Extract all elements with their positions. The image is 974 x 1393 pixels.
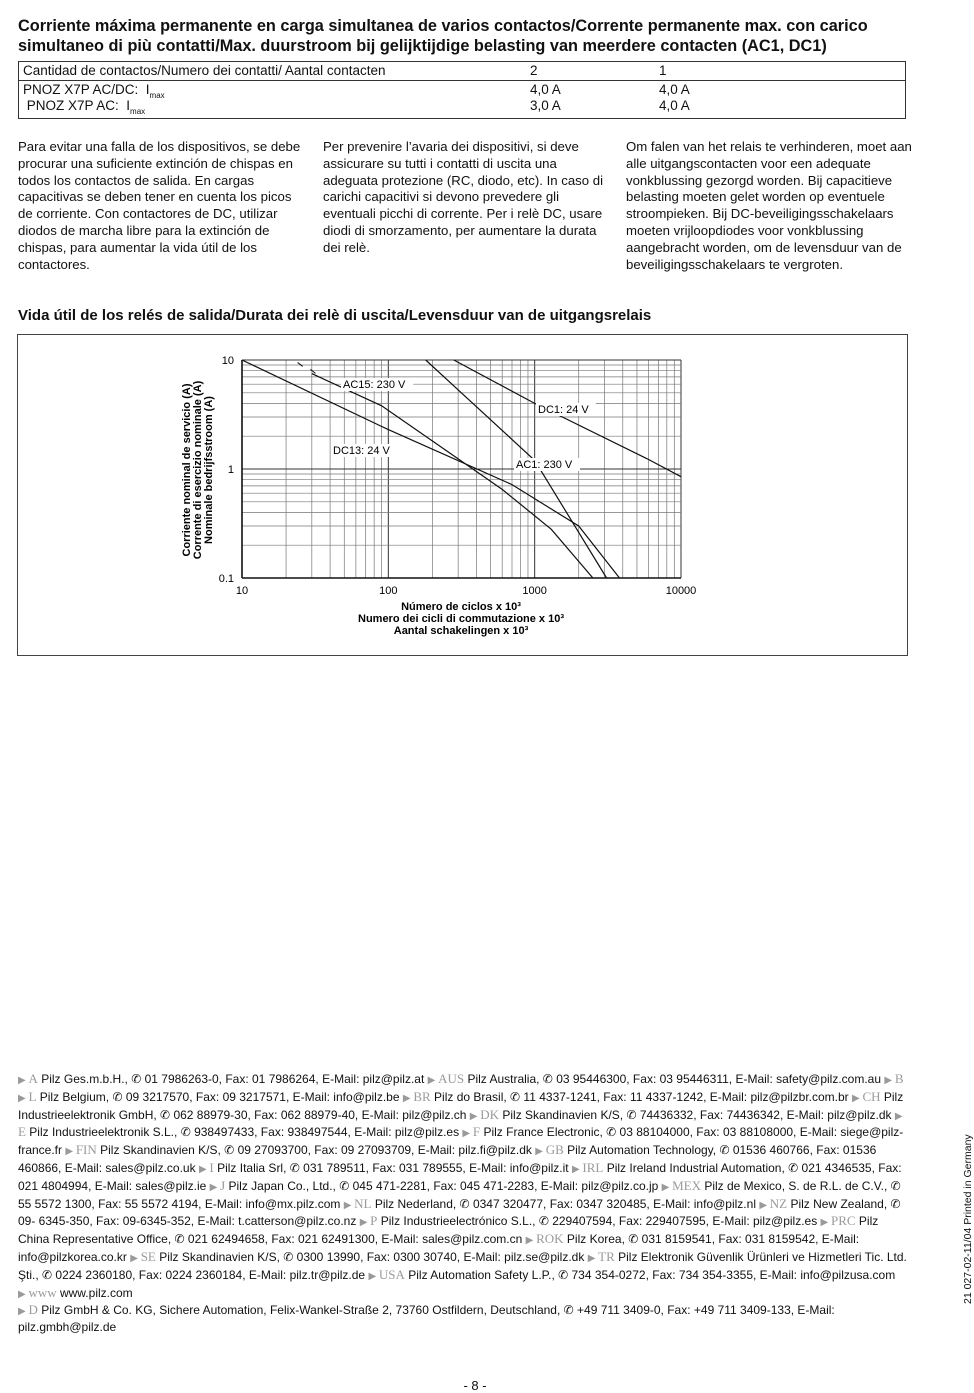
relay-life-chart	[18, 335, 907, 655]
arrow-icon: ▶	[359, 1217, 371, 1229]
x-axis-label: Aantal schakelingen x 10³	[393, 625, 529, 637]
contact-text: Pilz Ges.m.b.H., ✆ 01 7986263-0, Fax: 01 7986264, E-Mail: pilz@pilz.at	[37, 1072, 428, 1086]
country-code: GB	[545, 1142, 564, 1158]
chart-container	[17, 334, 908, 656]
country-code: FIN	[75, 1142, 97, 1158]
arrow-icon: ▶	[65, 1146, 76, 1158]
country-code: A	[28, 1071, 38, 1086]
paragraph-nl: Om falen van het relais te verhinderen, moet aan alle uitgangscontacten voor een adequate vonkblussing gezorgd worden. Bij capacitieve belasting moeten gelet worden op eventuele stroompieken. Bij DC-beveiligingsschakelaars moeten vrijloopdiodes voor vonkblussing aangebracht worden, om de levensduur van de beveiligingsschakelaars te vergroten.	[626, 139, 912, 272]
contact-list	[18, 1071, 908, 1285]
contact-entry	[470, 1108, 895, 1122]
x-axis-label: Numero dei cicli di commutazione x 10³	[358, 613, 564, 625]
footer-contacts	[18, 1071, 908, 1336]
contact-entry	[428, 1072, 885, 1086]
contact-entry	[18, 1286, 133, 1300]
y-tick-label: 0.1	[218, 573, 234, 585]
contact-text: Pilz Industrieelectrónico S.L., ✆ 229407594, Fax: 229407595, E-Mail: pilz@pilz.es	[377, 1214, 821, 1229]
contact-text: Pilz Nederland, ✆ 0347 320477, Fax: 0347 320485, E-Mail: info@pilz.nl	[371, 1196, 760, 1211]
headquarters-line	[18, 1302, 908, 1336]
country-code: USA	[378, 1266, 405, 1282]
arrow-icon: ▶	[343, 1199, 355, 1211]
country-code: IRL	[582, 1159, 604, 1175]
arrow-icon: ▶	[18, 1288, 29, 1300]
contact-text: Pilz Industrieelektronik GmbH, ✆ 062 88979-30, Fax: 062 88979-40, E-Mail: pilz@pilz.ch	[18, 1089, 904, 1122]
contact-text: Pilz Ireland Industrial Automation, ✆ 021 4346535, Fax: 021 4804994, E-Mail: sales@pilz.ie	[18, 1160, 902, 1193]
x-tick-label: 10000	[665, 585, 697, 597]
x-tick-label: 1000	[522, 585, 547, 597]
contact-text: Pilz Skandinavien K/S, ✆ 0300 13990, Fax: 0300 30740, E-Mail: pilz.se@pilz.dk	[155, 1249, 588, 1264]
x-tick-label: 100	[379, 585, 398, 597]
series-label: AC1: 230 V	[516, 459, 573, 471]
country-code: BR	[413, 1088, 431, 1104]
arrow-icon: ▶	[427, 1075, 439, 1086]
arrow-icon: ▶	[462, 1128, 473, 1140]
contact-entry	[18, 1303, 835, 1334]
contact-text: Pilz France Electronic, ✆ 03 88104000, Fax: 03 88108000, E-Mail: siege@pilz-france.fr	[18, 1125, 904, 1158]
contact-text: Pilz Automation Safety L.P., ✆ 734 354-0272, Fax: 734 354-3355, E-Mail: info@pilzusa.com	[404, 1267, 896, 1282]
contact-text: Pilz Skandinavien K/S, ✆ 09 27093700, Fax: 09 27093709, E-Mail: pilz.fi@pilz.dk	[96, 1143, 536, 1158]
page-number: - 8 -	[463, 1378, 487, 1393]
arrow-icon: ▶	[820, 1217, 832, 1229]
contact-text: Pilz do Brasil, ✆ 11 4337-1241, Fax: 11 4337-1242, E-Mail: pilz@pilzbr.com.br	[430, 1089, 853, 1104]
arrow-icon: ▶	[571, 1163, 583, 1175]
row-label: PNOZ X7P AC: I	[23, 98, 131, 113]
country-code: CH	[862, 1088, 881, 1104]
contact-text: Pilz de Mexico, S. de R.L. de C.V., ✆ 55 5572 1300, Fax: 55 5572 4194, E-Mail: info@mx.pilz.com	[18, 1178, 901, 1211]
series-dash	[298, 362, 303, 366]
arrow-icon: ▶	[587, 1252, 599, 1264]
series-label: DC13: 24 V	[333, 445, 390, 457]
row-label-sub: max	[149, 91, 165, 100]
x-tick-label: 10	[235, 585, 249, 597]
x-axis-label: Número de ciclos x 10³	[401, 601, 521, 613]
arrow-icon: ▶	[402, 1092, 414, 1104]
page-title: Corriente máxima permanente en carga simultanea de varios contactos/Corrente permanente max. con carico simultaneo di più contatti/Max. duurstroom bij gelijktijdige belasting van meerdere contacten (AC1, DC1)	[18, 17, 868, 55]
country-code: L	[28, 1088, 37, 1104]
table-header-label: Cantidad de contactos/Numero dei contatti/ Aantal contacten	[23, 63, 386, 78]
row-label: PNOZ X7P AC/DC: I	[23, 82, 150, 97]
y-tick-label: 1	[227, 464, 234, 476]
contact-entry	[130, 1250, 587, 1264]
country-code: AUS	[438, 1071, 465, 1086]
y-axis-label: Nominale bedrijfsstroom (A)	[203, 396, 215, 544]
arrow-icon: ▶	[18, 1092, 29, 1104]
contact-entry	[65, 1143, 535, 1157]
paragraph-it: Per prevenire l’avaria dei dispositivi, si deve assicurare su tutti i contatti di uscita una adeguata protezione (RC, diodo, etc). In caso di carichi capacitivi si devono prevedere gli eventuali picchi di corrente. Per i relè DC, usare diodi di smorzamento, per aumentare la durata dei relè.	[323, 139, 604, 255]
country-code: P	[370, 1213, 378, 1229]
country-code: D	[28, 1302, 38, 1318]
print-note: 21 027-02-11/04 Printed in Germany	[962, 1134, 974, 1304]
contact-entry	[884, 1072, 903, 1086]
contact-text: Pilz China Representative Office, ✆ 021 62494658, Fax: 021 62491300, E-Mail: sales@pilz.com.cn	[18, 1214, 879, 1247]
country-code: www	[28, 1284, 57, 1300]
country-code: TR	[598, 1248, 615, 1264]
country-code: J	[220, 1177, 226, 1193]
contact-text: Pilz Australia, ✆ 03 95446300, Fax: 03 95446311, E-Mail: safety@pilz.com.au	[464, 1072, 885, 1086]
row-label-sub: max	[130, 107, 146, 116]
arrow-icon: ▶	[852, 1092, 863, 1104]
contact-current-table	[18, 61, 906, 119]
country-code: NL	[354, 1195, 372, 1211]
contact-text: Pilz Industrieelektronik S.L., ✆ 938497433, Fax: 938497544, E-Mail: pilz@pilz.es	[25, 1125, 463, 1140]
contact-entry	[18, 1090, 403, 1104]
contact-text: Pilz Skandinavien K/S, ✆ 74436332, Fax: 74436342, E-Mail: pilz@pilz.dk	[499, 1107, 895, 1122]
contact-text: Pilz GmbH & Co. KG, Sichere Automation, Felix-Wankel-Straße 2, 73760 Ostfildern, Deutschland, ✆ +49 711 3409-0, Fax: +49 711 3409-133, E-Mail: pilz.gmbh@pilz.de	[18, 1303, 835, 1335]
country-code: E	[18, 1124, 26, 1140]
row-value-1: 4,0 A	[659, 82, 690, 97]
contact-text: www.pilz.com	[56, 1285, 133, 1300]
country-code: SE	[140, 1248, 156, 1264]
country-code: B	[894, 1071, 904, 1086]
arrow-icon: ▶	[18, 1075, 29, 1086]
y-axis-label: Corriente nominal de servicio (A)	[181, 383, 193, 557]
row-value-2: 4,0 A	[530, 82, 561, 97]
row-value-2: 3,0 A	[530, 98, 561, 113]
contact-entry	[360, 1214, 821, 1228]
contact-text: Pilz Italia Srl, ✆ 031 789511, Fax: 031 789555, E-Mail: info@pilz.it	[213, 1160, 572, 1175]
series-label: DC1: 24 V	[538, 404, 589, 416]
contact-text: Pilz Korea, ✆ 031 8159541, Fax: 031 8159542, E-Mail: info@pilzkorea.co.kr	[18, 1232, 860, 1264]
table-header-col-1: 1	[659, 63, 667, 78]
contact-text: Pilz New Zealand, ✆ 09- 6345-350, Fax: 09-6345-352, E-Mail: t.catterson@pilz.co.nz	[18, 1196, 901, 1229]
arrow-icon: ▶	[469, 1110, 481, 1122]
arrow-icon: ▶	[209, 1181, 221, 1193]
y-tick-label: 10	[221, 355, 234, 367]
table-header-col-2: 2	[530, 63, 538, 78]
arrow-icon: ▶	[759, 1199, 770, 1211]
contact-text: Pilz Belgium, ✆ 09 3217570, Fax: 09 3217571, E-Mail: info@pilz.be	[36, 1089, 403, 1104]
arrow-icon: ▶	[661, 1181, 673, 1193]
arrow-icon: ▶	[894, 1110, 903, 1122]
contact-entry	[403, 1090, 852, 1104]
contact-entry	[210, 1179, 662, 1193]
country-code: F	[472, 1124, 481, 1140]
arrow-icon: ▶	[198, 1163, 210, 1175]
contact-entry	[368, 1268, 895, 1282]
chart-section-title: Vida útil de los relés de salida/Durata dei relè di uscita/Levensduur van de uitgangsrelais	[18, 307, 652, 324]
arrow-icon: ▶	[884, 1075, 895, 1086]
contact-entry	[18, 1072, 428, 1086]
contact-text: Pilz Elektronik Güvenlik Ürünleri ve Hizmetleri Tic. Ltd. Şti., ✆ 0224 2360180, Fax: 0224 2360184, E-Mail: pilz.tr@pilz.de	[18, 1249, 907, 1282]
country-code: MEX	[672, 1177, 701, 1193]
country-code: NZ	[769, 1195, 788, 1211]
arrow-icon: ▶	[368, 1270, 379, 1282]
arrow-icon: ▶	[525, 1235, 537, 1247]
y-axis-label: Corrente di esercizio nominale (A)	[192, 380, 204, 560]
country-code: DK	[480, 1106, 500, 1122]
series-dash	[310, 369, 315, 373]
arrow-icon: ▶	[535, 1146, 546, 1158]
website-line	[18, 1285, 908, 1303]
contact-entry	[344, 1197, 760, 1211]
table-header-row	[19, 62, 905, 81]
country-code: I	[209, 1159, 214, 1175]
row-value-1: 4,0 A	[659, 98, 690, 113]
contact-entry	[199, 1161, 572, 1175]
contact-text: Pilz Japan Co., Ltd., ✆ 045 471-2281, Fax: 045 471-2283, E-Mail: pilz@pilz.co.jp	[225, 1178, 662, 1193]
arrow-icon: ▶	[18, 1306, 29, 1318]
arrow-icon: ▶	[130, 1252, 141, 1264]
country-code: ROK	[536, 1231, 564, 1247]
contact-text: Pilz Automation Technology, ✆ 01536 460766, Fax: 01536 460866, E-Mail: sales@pilz.co.uk	[18, 1143, 877, 1175]
paragraph-es: Para evitar una falla de los dispositivos, se debe procurar una suficiente extinción de chispas en todos los contactos de salida. En cargas capacitivas se deben tener en cuenta los picos de corriente. Con contactores de DC, utilizar diodos de marcha libre para la extinción de chispas, para aumentar la vida útil de los contactores.	[18, 139, 301, 272]
country-code: PRC	[831, 1213, 856, 1229]
series-label: AC15: 230 V	[343, 379, 406, 391]
